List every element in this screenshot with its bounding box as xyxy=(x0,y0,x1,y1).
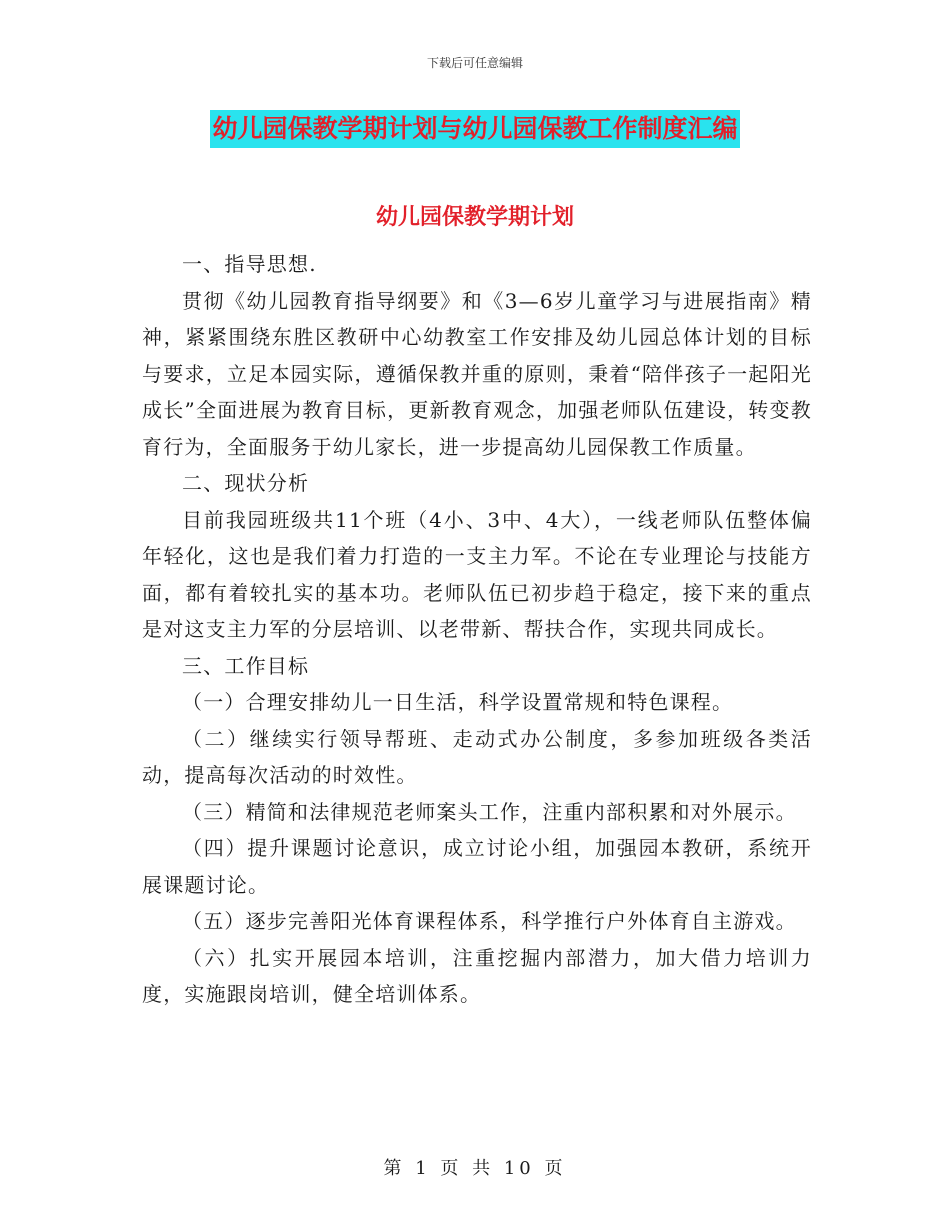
heading-guiding-ideology: 一、指导思想. xyxy=(182,252,317,276)
section-title: 幼儿园保教学期计划 xyxy=(375,204,574,230)
goal-item-6: （六）扎实开展园本培训，注重挖掘内部潜力，加大借力培训力度，实施跟岗培训，健全培训体系。 xyxy=(142,945,812,1006)
page-number-footer: 第 1 页 共 10 页 xyxy=(383,1158,567,1179)
heading-current-analysis: 二、现状分析 xyxy=(182,471,310,495)
goal-item-1: （一）合理安排幼儿一日生活，科学设置常规和特色课程。 xyxy=(182,690,734,714)
goal-item-3: （三）精简和法律规范老师案头工作，注重内部积累和对外展示。 xyxy=(182,799,797,824)
goal-item-4: （四）提升课题讨论意识，成立讨论小组，加强园本教研，系统开展课题讨论。 xyxy=(142,836,812,897)
main-title-wrapper xyxy=(0,110,950,148)
paragraph-guiding-ideology: 贯彻《幼儿园教育指导纲要》和《3—6岁儿童学习与进展指南》精神，紧紧围绕东胜区教研中心幼教室工作安排及幼儿园总体计划的目标与要求，立足本园实际，遵循保教并重的原则，秉着“陪伴孩子一起阳光成长”全面进展为教育目标，更新教育观念，加强老师队伍建设，转变教育行为，全面服务于幼儿家长，进一步提高幼儿园保教工作质量。 xyxy=(142,288,812,459)
heading-work-goals: 三、工作目标 xyxy=(182,653,310,678)
paragraph-current-analysis: 目前我园班级共11个班（4小、3中、4大），一线老师队伍整体偏年轻化，这也是我们着力打造的一支主力军。不论在专业理论与技能方面，都有着较扎实的基本功。老师队伍已初步趋于稳定，接下来的重点是对这支主力军的分层培训、以老带新、帮扶合作，实现共同成长。 xyxy=(142,507,812,641)
goal-item-2: （二）继续实行领导帮班、走动式办公制度，多参加班级各类活动，提高每次活动的时效性。 xyxy=(142,726,812,787)
goal-item-5: （五）逐步完善阳光体育课程体系，科学推行户外体育自主游戏。 xyxy=(182,909,797,933)
document-main-title: 幼儿园保教学期计划与幼儿园保教工作制度汇编 xyxy=(210,110,739,148)
document-body xyxy=(142,246,812,1013)
header-note: 下载后可任意编辑 xyxy=(426,56,523,70)
